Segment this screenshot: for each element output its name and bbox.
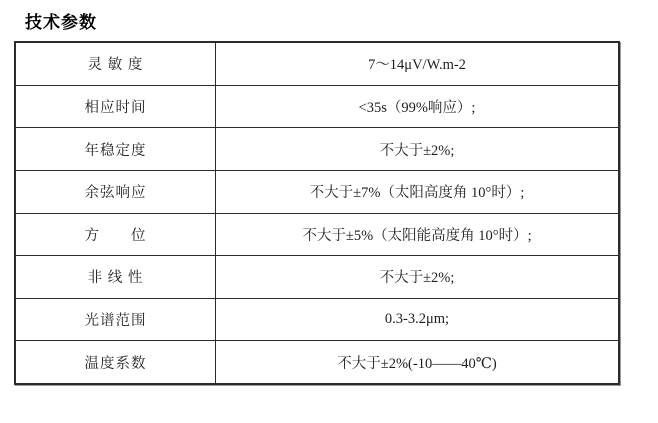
param-value-cell: 不大于±2%; <box>379 270 455 287</box>
param-value-cell: 不大于±2%(-10——40℃) <box>337 355 497 372</box>
param-value-cell: 7～14μV/W.m-2 <box>368 57 466 74</box>
parameters-table <box>14 41 620 385</box>
table-row-sensitivity <box>16 43 618 86</box>
table-row-temperature-coefficient <box>16 341 618 383</box>
table-row-azimuth <box>16 214 618 257</box>
param-label-cell: 温度系数 <box>16 341 216 383</box>
param-value-cell: 不大于±7%（太阳高度角 10°时）; <box>309 185 525 202</box>
table-row-spectral-range <box>16 299 618 342</box>
table-row-response-time <box>16 86 618 129</box>
param-value-cell: 不大于±5%（太阳能高度角 10°时）; <box>302 227 532 244</box>
param-label-cell: 非 线 性 <box>16 256 216 298</box>
param-value-cell: 0.3-3.2μm; <box>384 311 450 328</box>
table-row-nonlinearity <box>16 256 618 299</box>
param-label-cell: 年稳定度 <box>16 128 216 170</box>
table-row-cosine-response <box>16 171 618 214</box>
param-label-cell: 余弦响应 <box>16 171 216 213</box>
param-label-cell: 相应时间 <box>16 86 216 128</box>
param-label-cell: 灵 敏 度 <box>16 43 216 85</box>
param-label-cell: 光谱范围 <box>16 299 216 341</box>
param-value-cell: 不大于±2%; <box>379 142 455 159</box>
param-label-cell: 方 位 <box>16 214 216 256</box>
param-value-cell: <35s（99%响应）; <box>358 99 476 116</box>
table-row-annual-stability <box>16 128 618 171</box>
page-title: 技术参数 <box>25 13 97 32</box>
